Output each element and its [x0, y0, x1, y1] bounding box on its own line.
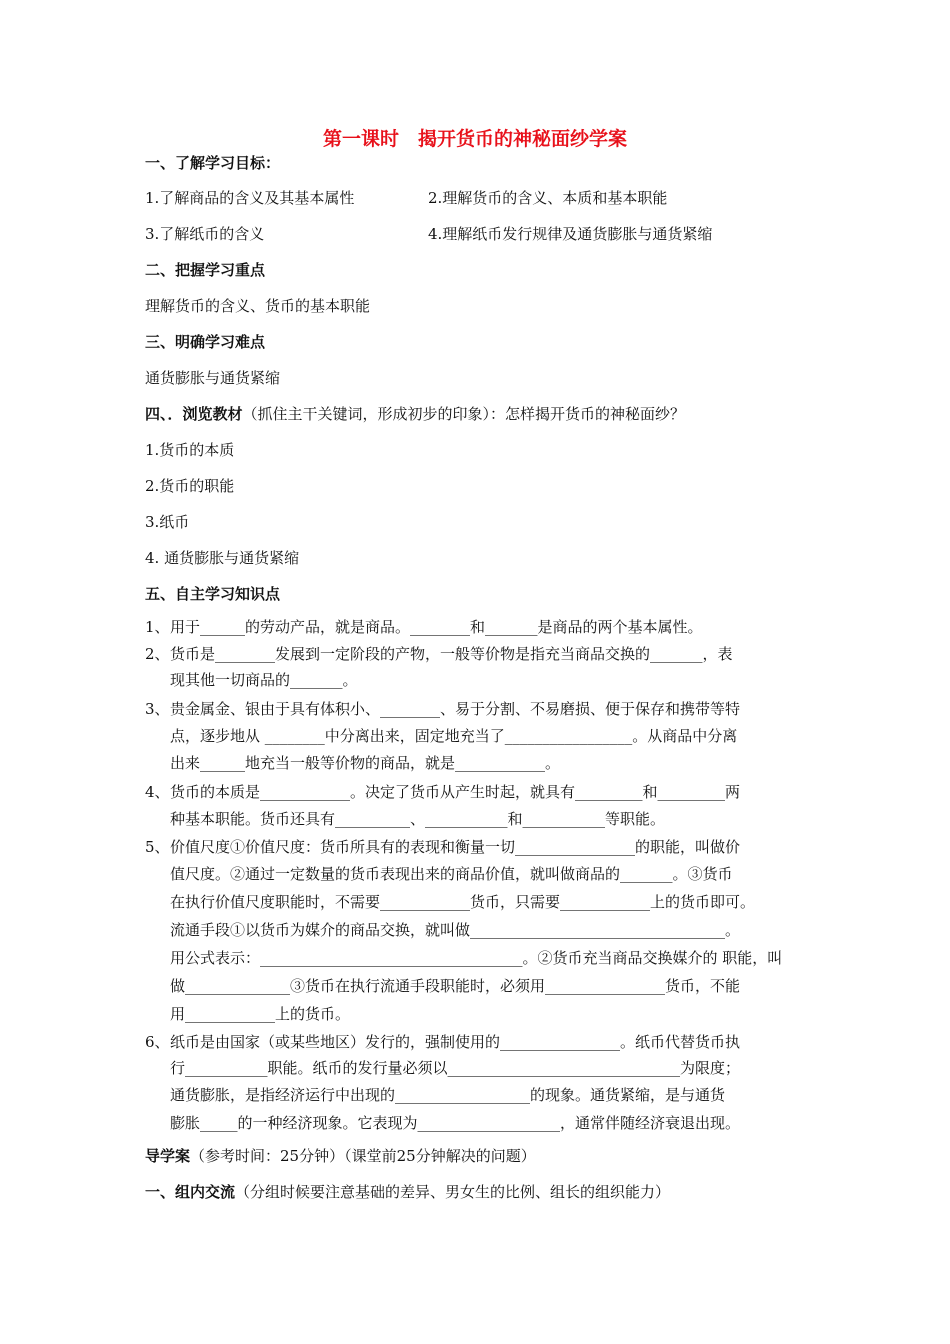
- question-2-line-1: 货币是________发展到一定阶段的产物，一般等价物是指充当商品交换的_______，表: [170, 645, 733, 663]
- question-5-line-3: 在执行价值尺度职能时，不需要____________货币，只需要____________上的货币即可。: [170, 893, 756, 911]
- group-exchange-heading: 一、组内交流: [145, 1183, 236, 1201]
- question-4-line-1: 货币的本质是____________。决定了货币从产生时起，就具有_________和_________两: [170, 783, 741, 801]
- question-6-line-4: 膨胀_____的一种经济现象。它表现为___________________，通常伴随经济衰退出现。: [170, 1114, 741, 1132]
- section-browse-heading: 四、．浏览教材: [145, 405, 243, 423]
- guide-line: [145, 1146, 536, 1166]
- key-points-text: 理解货币的含义、货币的基本职能: [145, 297, 371, 315]
- question-6-number: 6、: [145, 1033, 170, 1051]
- question-3-number: 3、: [145, 700, 170, 718]
- goal-3: 3.了解纸币的含义: [145, 225, 265, 243]
- section-key-points-heading: 二、把握学习重点: [145, 261, 266, 279]
- question-4-number: 4、: [145, 783, 170, 801]
- section-goals-heading: 一、了解学习目标：: [145, 154, 281, 172]
- guide-note: （参考时间：25分钟）（课堂前25分钟解决的问题）: [190, 1147, 536, 1165]
- question-3-line-2: 点，逐步地从 ________中分离出来，固定地充当了_________________。从商品中分离: [170, 727, 738, 745]
- browse-item-4: 4. 通货膨胀与通货紧缩: [145, 549, 300, 567]
- page-title: 第一课时 揭开货币的神秘面纱学案: [322, 128, 627, 150]
- question-5-line-4: 流通手段①以货币为媒介的商品交换，就叫做__________________________________。: [170, 921, 741, 939]
- browse-item-3: 3.纸币: [145, 513, 190, 531]
- question-5-line-2: 值尺度。②通过一定数量的货币表现出来的商品价值，就叫做商品的_______。③货币: [170, 865, 733, 883]
- goal-4: 4.理解纸币发行规律及通货膨胀与通货紧缩: [428, 225, 713, 243]
- question-4-line-2: 种基本职能。货币还具有__________、___________和___________等职能。: [170, 810, 666, 828]
- question-5-line-5: 用公式表示：___________________________________。②货币充当商品交换媒介的 职能，叫: [170, 949, 783, 967]
- difficulties-text: 通货膨胀与通货紧缩: [145, 369, 281, 387]
- question-5-line-6: 做______________③货币在执行流通手段职能时，必须用________________货币，不能: [170, 977, 741, 995]
- question-2-line-2: 现其他一切商品的_______。: [170, 671, 358, 689]
- question-6-line-3: 通货膨胀，是指经济运行中出现的__________________的现象。通货紧缩，是与通货: [170, 1086, 726, 1104]
- question-1-number: 1、: [145, 618, 170, 636]
- guide-heading: 导学案: [145, 1147, 191, 1165]
- question-5-line-7: 用____________上的货币。: [170, 1005, 351, 1023]
- goal-2: 2.理解货币的含义、本质和基本职能: [428, 189, 668, 207]
- group-exchange-line: [145, 1182, 670, 1202]
- section-difficulties-heading: 三、明确学习难点: [145, 333, 266, 351]
- browse-item-2: 2.货币的职能: [145, 477, 235, 495]
- group-exchange-note: （分组时候要注意基础的差异、男女生的比例、组长的组织能力）: [235, 1183, 671, 1201]
- section-self-study-heading: 五、自主学习知识点: [145, 585, 281, 603]
- question-5-number: 5、: [145, 838, 170, 856]
- question-3-line-3: 出来______地充当一般等价物的商品，就是____________。: [170, 754, 561, 772]
- goal-1: 1.了解商品的含义及其基本属性: [145, 189, 355, 207]
- question-2-number: 2、: [145, 645, 170, 663]
- question-3-line-1: 贵金属金、银由于具有体积小、________、易于分割、不易磨损、便于保存和携带等特: [170, 700, 741, 718]
- browse-item-1: 1.货币的本质: [145, 441, 235, 459]
- question-5-line-1: 价值尺度①价值尺度：货币所具有的表现和衡量一切________________的职能，叫做价: [170, 838, 741, 856]
- section-browse-note: （抓住主干关键词，形成初步的印象）：怎样揭开货币的神秘面纱？: [242, 405, 686, 423]
- question-6-line-2: 行___________职能。纸币的发行量必须以_______________________________为限度；: [170, 1059, 741, 1077]
- question-6-line-1: 纸币是由国家（或某些地区）发行的，强制使用的________________。纸币代替货币执: [170, 1033, 741, 1051]
- question-1-line-1: 用于______的劳动产品，就是商品。________和_______是商品的两个基本属性。: [170, 618, 703, 636]
- section-browse-line: [145, 404, 685, 424]
